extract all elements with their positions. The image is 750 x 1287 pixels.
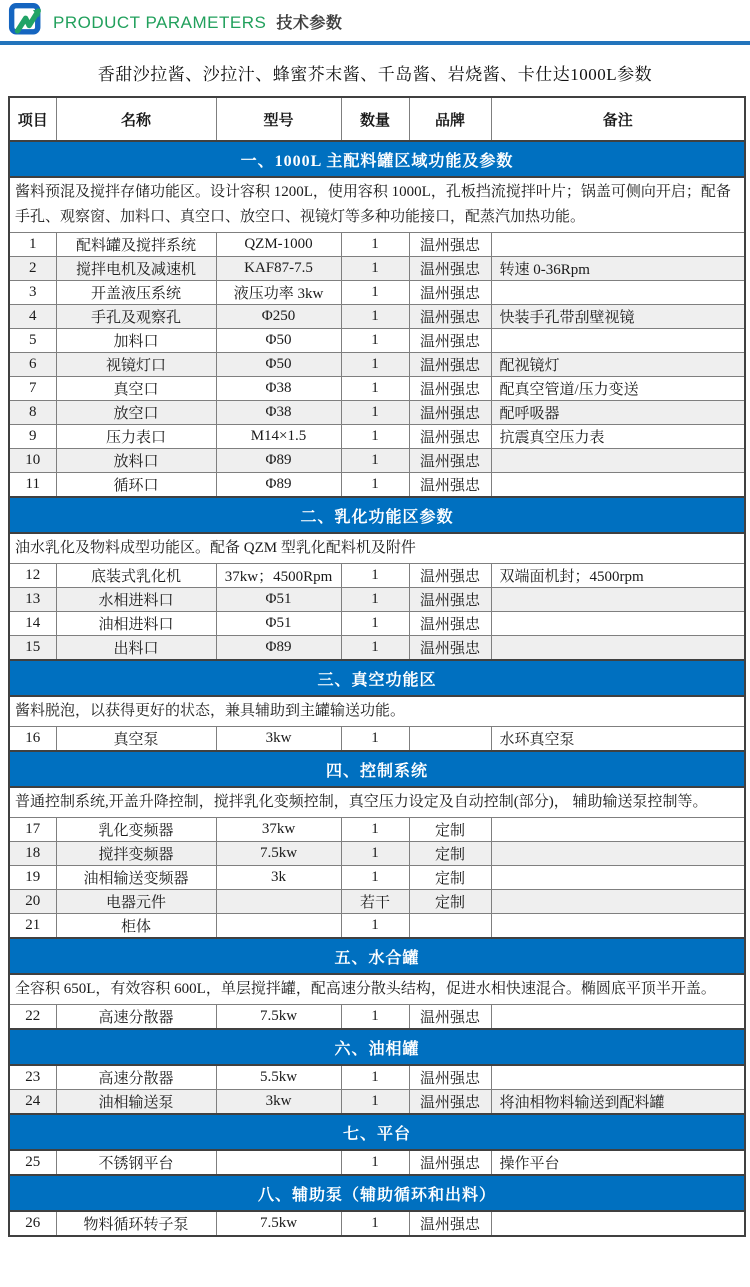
cell-model: Φ38: [216, 377, 341, 401]
cell-note: [491, 914, 745, 939]
cell-qty: 1: [341, 842, 409, 866]
cell-note: [491, 636, 745, 661]
section-header-row: [9, 1114, 745, 1150]
cell-brand: 温州强忠: [409, 473, 491, 498]
cell-model: [216, 914, 341, 939]
cell-qty: 1: [341, 1150, 409, 1175]
cell-note: [491, 866, 745, 890]
section-description-row: [9, 533, 745, 564]
cell-note: [491, 473, 745, 498]
section-description-row: [9, 974, 745, 1005]
cell-brand: 温州强忠: [409, 1065, 491, 1090]
cell-model: Φ50: [216, 329, 341, 353]
cell-qty: 1: [341, 914, 409, 939]
product-parameters-table: [8, 96, 746, 1237]
cell-brand: 定制: [409, 890, 491, 914]
cell-qty: 1: [341, 1005, 409, 1030]
table-row: [9, 401, 745, 425]
cell-qty: 1: [341, 818, 409, 842]
section-title: 八、辅助泵（辅助循环和出料）: [9, 1175, 745, 1211]
table-row: [9, 866, 745, 890]
section-description: 油水乳化及物料成型功能区。配备 QZM 型乳化配料机及附件: [9, 533, 745, 564]
cell-model: 3kw: [216, 1090, 341, 1115]
cell-name: 放空口: [56, 401, 216, 425]
table-row: [9, 1150, 745, 1175]
cell-brand: 温州强忠: [409, 636, 491, 661]
section-title: 二、乳化功能区参数: [9, 497, 745, 533]
cell-brand: 温州强忠: [409, 449, 491, 473]
cell-qty: 1: [341, 329, 409, 353]
cell-note: [491, 612, 745, 636]
table-row: [9, 1005, 745, 1030]
cell-name: 出料口: [56, 636, 216, 661]
cell-item: 14: [9, 612, 56, 636]
table-row: [9, 233, 745, 257]
section-description: 全容积 650L，有效容积 600L，单层搅拌罐，配高速分散头结构，促进水相快速混合。椭圆底平顶半开盖。: [9, 974, 745, 1005]
cell-brand: 温州强忠: [409, 281, 491, 305]
cell-model: Φ89: [216, 473, 341, 498]
cell-item: 7: [9, 377, 56, 401]
cell-item: 10: [9, 449, 56, 473]
cell-name: 循环口: [56, 473, 216, 498]
cell-note: [491, 1211, 745, 1236]
section-description: 酱料脱泡，以获得更好的状态，兼具辅助到主罐输送功能。: [9, 696, 745, 727]
cell-brand: 温州强忠: [409, 305, 491, 329]
cell-brand: 温州强忠: [409, 1211, 491, 1236]
cell-item: 22: [9, 1005, 56, 1030]
table-row: [9, 281, 745, 305]
cell-name: 油相进料口: [56, 612, 216, 636]
cell-model: 3k: [216, 866, 341, 890]
cell-name: 油相输送变频器: [56, 866, 216, 890]
cell-item: 6: [9, 353, 56, 377]
cell-name: 电器元件: [56, 890, 216, 914]
page-title-zh: 技术参数: [276, 14, 343, 32]
cell-qty: 1: [341, 233, 409, 257]
cell-name: 配料罐及搅拌系统: [56, 233, 216, 257]
column-header-qty: 数量: [341, 97, 409, 141]
cell-model: [216, 1150, 341, 1175]
cell-qty: 1: [341, 401, 409, 425]
cell-item: 18: [9, 842, 56, 866]
cell-note: 水环真空泵: [491, 727, 745, 752]
table-row: [9, 612, 745, 636]
cell-item: 23: [9, 1065, 56, 1090]
section-description-row: [9, 696, 745, 727]
table-body: [9, 141, 745, 1236]
cell-model: [216, 890, 341, 914]
cell-item: 13: [9, 588, 56, 612]
section-title: 五、水合罐: [9, 938, 745, 974]
cell-qty: 1: [341, 281, 409, 305]
cell-note: 操作平台: [491, 1150, 745, 1175]
cell-name: 搅拌电机及减速机: [56, 257, 216, 281]
cell-brand: 定制: [409, 818, 491, 842]
cell-item: 26: [9, 1211, 56, 1236]
cell-note: [491, 281, 745, 305]
cell-note: 配呼吸器: [491, 401, 745, 425]
column-header-item: 项目: [9, 97, 56, 141]
table-row: [9, 377, 745, 401]
cell-brand: 温州强忠: [409, 233, 491, 257]
cell-note: [491, 818, 745, 842]
cell-brand: 温州强忠: [409, 1005, 491, 1030]
cell-name: 放料口: [56, 449, 216, 473]
cell-brand: 温州强忠: [409, 425, 491, 449]
table-row: [9, 1090, 745, 1115]
cell-name: 开盖液压系统: [56, 281, 216, 305]
cell-item: 5: [9, 329, 56, 353]
cell-item: 16: [9, 727, 56, 752]
section-description: 酱料预混及搅拌存储功能区。设计容积 1200L，使用容积 1000L，孔板挡流搅拌叶片；锅盖可侧向开启；配备手孔、观察窗、加料口、真空口、放空口、视镜灯等多种功能接口，配蒸汽加热功能。: [9, 177, 745, 233]
section-header-row: [9, 497, 745, 533]
cell-qty: 1: [341, 564, 409, 588]
table-row: [9, 1211, 745, 1236]
cell-note: [491, 449, 745, 473]
cell-brand: [409, 727, 491, 752]
table-row: [9, 329, 745, 353]
table-row: [9, 727, 745, 752]
cell-qty: 1: [341, 588, 409, 612]
cell-brand: 温州强忠: [409, 612, 491, 636]
cell-item: 1: [9, 233, 56, 257]
cell-brand: 温州强忠: [409, 377, 491, 401]
cell-qty: 若干: [341, 890, 409, 914]
cell-brand: 温州强忠: [409, 353, 491, 377]
cell-qty: 1: [341, 1065, 409, 1090]
section-title: 三、真空功能区: [9, 660, 745, 696]
cell-item: 24: [9, 1090, 56, 1115]
table-row: [9, 353, 745, 377]
cell-name: 视镜灯口: [56, 353, 216, 377]
section-title: 七、平台: [9, 1114, 745, 1150]
cell-model: Φ50: [216, 353, 341, 377]
table-row: [9, 588, 745, 612]
table-row: [9, 473, 745, 498]
section-header-row: [9, 1175, 745, 1211]
cell-model: 37kw；4500Rpm: [216, 564, 341, 588]
cell-name: 手孔及观察孔: [56, 305, 216, 329]
table-row: [9, 1065, 745, 1090]
cell-qty: 1: [341, 866, 409, 890]
column-header-note: 备注: [491, 97, 745, 141]
table-row: [9, 305, 745, 329]
cell-note: [491, 890, 745, 914]
cell-note: [491, 1065, 745, 1090]
cell-qty: 1: [341, 257, 409, 281]
cell-brand: 温州强忠: [409, 564, 491, 588]
section-header-row: [9, 938, 745, 974]
section-title: 一、1000L 主配料罐区域功能及参数: [9, 141, 745, 177]
pulse-square-logo-icon: [8, 3, 45, 39]
cell-model: 5.5kw: [216, 1065, 341, 1090]
table-row: [9, 449, 745, 473]
section-header-row: [9, 751, 745, 787]
cell-qty: 1: [341, 636, 409, 661]
cell-model: 7.5kw: [216, 842, 341, 866]
cell-item: 3: [9, 281, 56, 305]
cell-model: KAF87-7.5: [216, 257, 341, 281]
cell-brand: 温州强忠: [409, 1150, 491, 1175]
cell-note: 转速 0-36Rpm: [491, 257, 745, 281]
cell-item: 4: [9, 305, 56, 329]
cell-model: Φ89: [216, 449, 341, 473]
cell-brand: 定制: [409, 842, 491, 866]
cell-model: Φ51: [216, 612, 341, 636]
cell-brand: [409, 914, 491, 939]
cell-note: [491, 329, 745, 353]
cell-model: Φ250: [216, 305, 341, 329]
cell-item: 19: [9, 866, 56, 890]
cell-item: 15: [9, 636, 56, 661]
cell-model: Φ89: [216, 636, 341, 661]
cell-name: 不锈钢平台: [56, 1150, 216, 1175]
cell-note: 抗震真空压力表: [491, 425, 745, 449]
cell-name: 真空口: [56, 377, 216, 401]
cell-item: 25: [9, 1150, 56, 1175]
cell-item: 9: [9, 425, 56, 449]
cell-model: 7.5kw: [216, 1005, 341, 1030]
cell-note: 快装手孔带刮壁视镜: [491, 305, 745, 329]
cell-name: 底装式乳化机: [56, 564, 216, 588]
section-description: 普通控制系统,开盖升降控制，搅拌乳化变频控制，真空压力设定及自动控制(部分)， 辅助输送泵控制等。: [9, 787, 745, 818]
section-title: 六、油相罐: [9, 1029, 745, 1065]
cell-model: Φ51: [216, 588, 341, 612]
cell-qty: 1: [341, 449, 409, 473]
cell-brand: 温州强忠: [409, 329, 491, 353]
table-row: [9, 914, 745, 939]
cell-model: 3kw: [216, 727, 341, 752]
cell-item: 21: [9, 914, 56, 939]
cell-qty: 1: [341, 305, 409, 329]
page-header: [0, 0, 750, 41]
page-title-en: PRODUCT PARAMETERS: [53, 12, 267, 32]
cell-name: 油相输送泵: [56, 1090, 216, 1115]
cell-note: [491, 233, 745, 257]
cell-qty: 1: [341, 1090, 409, 1115]
cell-qty: 1: [341, 473, 409, 498]
cell-note: [491, 842, 745, 866]
cell-brand: 定制: [409, 866, 491, 890]
cell-name: 高速分散器: [56, 1005, 216, 1030]
table-subtitle: 香甜沙拉酱、沙拉汁、蜂蜜芥末酱、千岛酱、岩烧酱、卡仕达1000L参数: [97, 65, 653, 84]
section-title: 四、控制系统: [9, 751, 745, 787]
cell-name: 真空泵: [56, 727, 216, 752]
table-row: [9, 842, 745, 866]
cell-item: 2: [9, 257, 56, 281]
cell-brand: 温州强忠: [409, 588, 491, 612]
section-header-row: [9, 141, 745, 177]
cell-model: M14×1.5: [216, 425, 341, 449]
cell-name: 物料循环转子泵: [56, 1211, 216, 1236]
table-head: [9, 97, 745, 141]
cell-note: [491, 1005, 745, 1030]
column-header-name: 名称: [56, 97, 216, 141]
section-description-row: [9, 787, 745, 818]
section-description-row: [9, 177, 745, 233]
table-row: [9, 257, 745, 281]
cell-model: QZM-1000: [216, 233, 341, 257]
table-row: [9, 890, 745, 914]
cell-brand: 温州强忠: [409, 1090, 491, 1115]
cell-note: 配真空管道/压力变送: [491, 377, 745, 401]
table-row: [9, 564, 745, 588]
cell-name: 压力表口: [56, 425, 216, 449]
cell-note: [491, 588, 745, 612]
cell-name: 高速分散器: [56, 1065, 216, 1090]
cell-model: 37kw: [216, 818, 341, 842]
cell-qty: 1: [341, 377, 409, 401]
table-row: [9, 818, 745, 842]
cell-brand: 温州强忠: [409, 257, 491, 281]
section-header-row: [9, 1029, 745, 1065]
section-header-row: [9, 660, 745, 696]
column-header-brand: 品牌: [409, 97, 491, 141]
cell-model: 液压功率 3kw: [216, 281, 341, 305]
column-header-row: [9, 97, 745, 141]
cell-qty: 1: [341, 727, 409, 752]
table-row: [9, 636, 745, 661]
cell-brand: 温州强忠: [409, 401, 491, 425]
cell-qty: 1: [341, 425, 409, 449]
table-row: [9, 425, 745, 449]
cell-model: Φ38: [216, 401, 341, 425]
cell-note: 双端面机封；4500rpm: [491, 564, 745, 588]
page-title: [53, 10, 342, 33]
cell-model: 7.5kw: [216, 1211, 341, 1236]
cell-item: 17: [9, 818, 56, 842]
cell-item: 8: [9, 401, 56, 425]
cell-qty: 1: [341, 1211, 409, 1236]
cell-note: 将油相物料输送到配料罐: [491, 1090, 745, 1115]
header-divider: [0, 41, 750, 45]
cell-item: 20: [9, 890, 56, 914]
cell-name: 乳化变频器: [56, 818, 216, 842]
column-header-model: 型号: [216, 97, 341, 141]
cell-name: 搅拌变频器: [56, 842, 216, 866]
cell-item: 11: [9, 473, 56, 498]
cell-item: 12: [9, 564, 56, 588]
cell-name: 加料口: [56, 329, 216, 353]
cell-name: 水相进料口: [56, 588, 216, 612]
cell-qty: 1: [341, 353, 409, 377]
cell-name: 柜体: [56, 914, 216, 939]
cell-qty: 1: [341, 612, 409, 636]
cell-note: 配视镜灯: [491, 353, 745, 377]
